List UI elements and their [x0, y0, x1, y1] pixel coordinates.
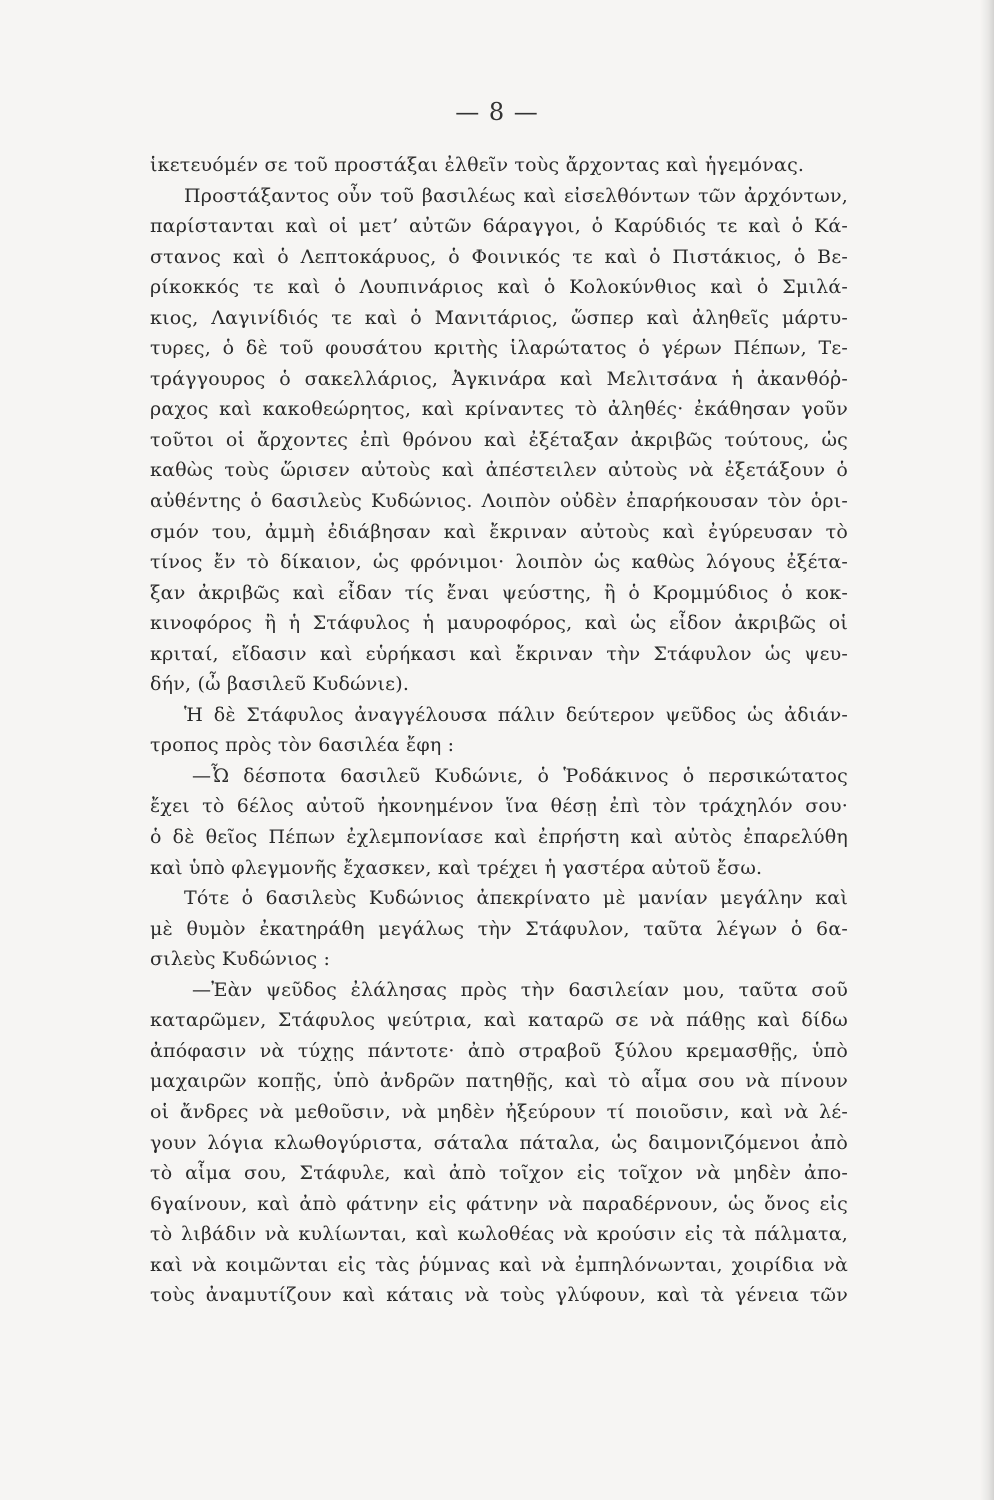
text-line: τυρες, ὁ δὲ τοῦ φουσάτου κριτὴς ἱλαρώτατος ὁ γέρων Πέπων, Τε-	[150, 337, 848, 360]
text-line: τροπος πρὸς τὸν 6ασιλέα ἔφη :	[150, 734, 455, 757]
page-edge-shadow	[980, 0, 994, 1500]
text-line: ἱκετευόμέν σε τοῦ προστάξαι ἐλθεῖν τοὺς ἄρχοντας καὶ ἡγεμόνας.	[150, 154, 805, 176]
text-line: Τότε ὁ 6ασιλεὺς Κυδώνιος ἀπεκρίνατο μὲ μανίαν μεγάλην καὶ	[184, 887, 848, 910]
text-line: καὶ ὑπὸ φλεγμονῆς ἔχασκεν, καὶ τρέχει ἡ γαστέρα αὐτοῦ ἔσω.	[150, 856, 763, 879]
text-line: καταρῶμεν, Στάφυλος ψεύτρια, καὶ καταρῶ σε νὰ πάθῃς καὶ δίδω	[150, 1009, 848, 1032]
text-line: τράγγουρος ὁ σακελλάριος, Ἀγκινάρα καὶ Μελιτσάνα ἡ ἀκανθόῤ-	[150, 367, 848, 390]
text-line: δήν, (ὦ βασιλεῦ Κυδώνιε).	[150, 673, 410, 696]
text-line: καὶ νὰ κοιμῶνται εἰς τὰς ῥύμνας καὶ νὰ ἐμπηλόνωνται, χοιρίδια νὰ	[150, 1253, 848, 1276]
text-line: τοὺς ἀναμυτίζουν καὶ κάταις νὰ τοὺς γλύφουν, καὶ τὰ γένεια τῶν	[150, 1284, 848, 1307]
text-line: ραχος καὶ κακοθεώρητος, καὶ κρίναντες τὸ ἀληθές· ἐκάθησαν γοῦν	[150, 398, 848, 421]
text-line: —Ἐὰν ψεῦδος ἐλάλησας πρὸς τὴν 6ασιλείαν μου, ταῦτα σοῦ	[192, 978, 848, 1001]
text-line: —Ὦ δέσποτα 6ασιλεῦ Κυδώνιε, ὁ Ῥοδάκινος ὁ περσικώτατος	[192, 764, 848, 787]
page-number: — 8 —	[455, 98, 539, 126]
text-line: ρίκοκκός τε καὶ ὁ Λουπινάριος καὶ ὁ Κολοκύνθιος καὶ ὁ Σμιλά-	[150, 276, 848, 299]
text-line: κριταί, εἴδασιν καὶ εὑρήκασι καὶ ἔκριναν τὴν Στάφυλον ὡς ψευ-	[150, 642, 848, 665]
text-line: τὸ αἷμα σου, Στάφυλε, καὶ ἀπὸ τοῖχον εἰς τοῖχον νὰ μηδὲν ἀπο-	[150, 1162, 848, 1185]
text-line: 6γαίνουν, καὶ ἀπὸ φάτνην εἰς φάτνην νὰ παραδέρνουν, ὡς ὄνος εἰς	[150, 1192, 848, 1215]
text-line: αὐθέντης ὁ 6ασιλεὺς Κυδώνιος. Λοιπὸν οὐδὲν ἐπαρήκουσαν τὸν ὁρι-	[150, 490, 848, 513]
text-line: τὸ λιβάδιν νὰ κυλίωνται, καὶ κωλοθέας νὰ κρούσιν εἰς τὰ πάλματα,	[150, 1223, 848, 1246]
text-line: ἀπόφασιν νὰ τύχῃς πάντοτε· ἀπὸ στραβοῦ ξύλου κρεμασθῇς, ὑπὸ	[150, 1039, 848, 1062]
text-line: οἱ ἄνδρες νὰ μεθοῦσιν, νὰ μηδὲν ἠξεύρουν τί ποιοῦσιν, καὶ νὰ λέ-	[150, 1100, 848, 1123]
text-line: κιος, Λαγινίδιός τε καὶ ὁ Μανιτάριος, ὥσπερ καὶ ἀληθεῖς μάρτυ-	[150, 306, 848, 329]
text-line: καθὼς τοὺς ὥρισεν αὐτοὺς καὶ ἀπέστειλεν αὐτοὺς νὰ ἐξετάξουν ὁ	[150, 459, 848, 482]
text-line: σμόν του, ἀμμὴ ἐδιάβησαν καὶ ἔκριναν αὐτοὺς καὶ ἐγύρευσαν τὸ	[150, 520, 848, 543]
text-line: Ἡ δὲ Στάφυλος ἀναγγέλουσα πάλιν δεύτερον ψεῦδος ὡς ἀδιάν-	[184, 703, 848, 726]
text-line: ξαν ἀκριβῶς καὶ εἶδαν τίς ἔναι ψεύστης, ἢ ὁ Κρομμύδιος ὁ κοκ-	[150, 581, 848, 604]
text-line: σιλεὺς Κυδώνιος :	[150, 948, 331, 971]
text-line: Προστάξαντος οὖν τοῦ βασιλέως καὶ εἰσελθόντων τῶν ἀρχόντων,	[184, 184, 848, 207]
text-line: κινοφόρος ἢ ἡ Στάφυλος ἡ μαυροφόρος, καὶ ὡς εἶδον ἀκριβῶς οἱ	[150, 612, 848, 635]
text-line: τίνος ἔν τὸ δίκαιον, ὡς φρόνιμοι· λοιπὸν ὡς καθὼς λόγους ἐξέτα-	[150, 551, 848, 574]
text-line: τοῦτοι οἱ ἄρχοντες ἐπὶ θρόνου καὶ ἐξέταξαν ἀκριβῶς τούτους, ὡς	[150, 428, 848, 451]
text-line: παρίστανται καὶ οἱ μετ’ αὐτῶν 6άραγγοι, ὁ Καρύδιός τε καὶ ὁ Κά-	[150, 215, 848, 238]
text-line: γουν λόγια κλωθογύριστα, σάταλα πάταλα, ὡς δαιμονιζόμενοι ἀπὸ	[150, 1131, 848, 1154]
text-line: μαχαιρῶν κοπῇς, ὑπὸ ἀνδρῶν πατηθῇς, καὶ τὸ αἷμα σου νὰ πίνουν	[150, 1070, 848, 1093]
text-line: μὲ θυμὸν ἐκατηράθη μεγάλως τὴν Στάφυλον, ταῦτα λέγων ὁ 6α-	[150, 917, 848, 940]
text-line: ἔχει τὸ 6έλος αὐτοῦ ἠκονημένον ἵνα θέσῃ ἐπὶ τὸν τράχηλόν σου·	[150, 795, 848, 818]
text-line: ὁ δὲ θεῖος Πέπων ἐχλεμπονίασε καὶ ἐπρήστη καὶ αὐτὸς ἐπαρελύθη	[150, 826, 848, 849]
text-line: στανος καὶ ὁ Λεπτοκάρυος, ὁ Φοινικός τε καὶ ὁ Πιστάκιος, ὁ Βε-	[150, 245, 848, 268]
body-text	[150, 150, 848, 1311]
